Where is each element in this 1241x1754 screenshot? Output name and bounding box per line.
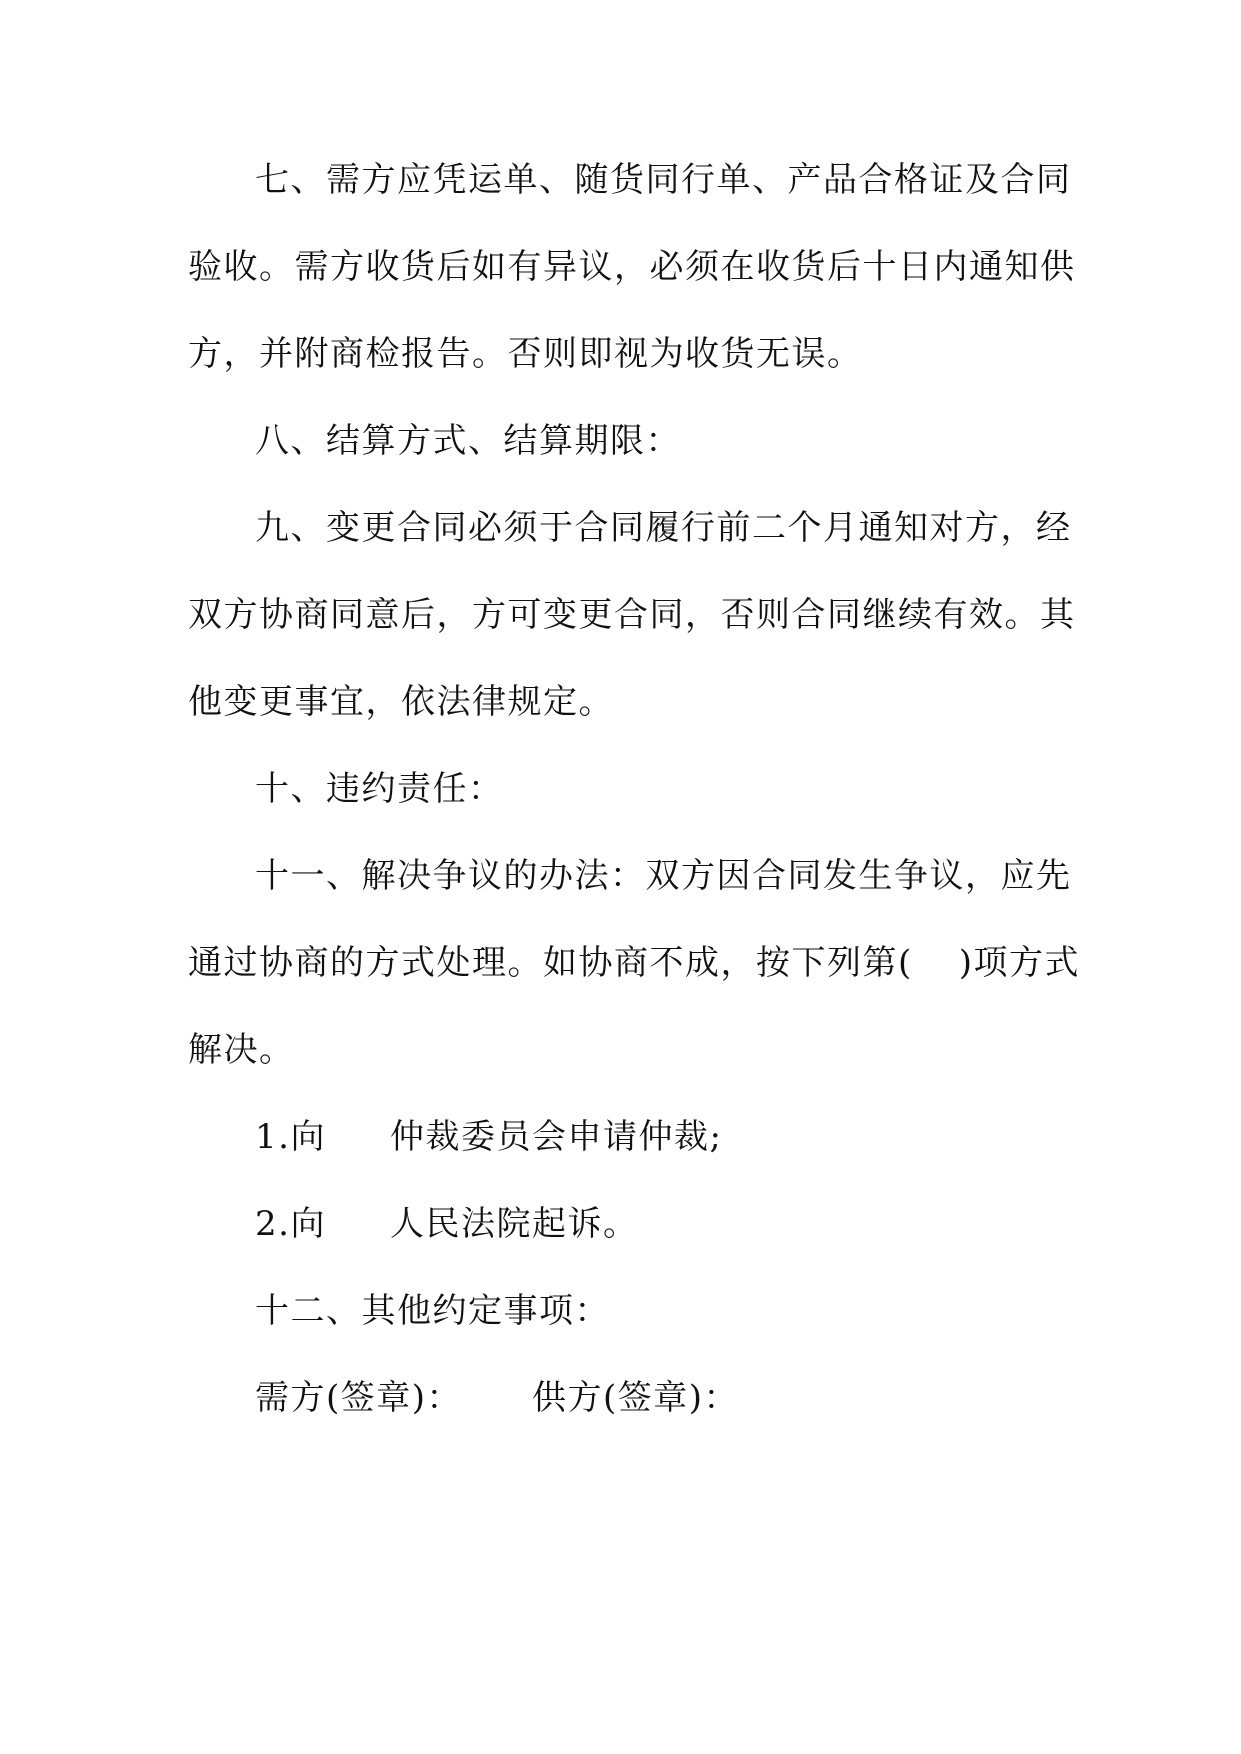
- option-2: [255, 1204, 638, 1244]
- clause-11-line-3: 解决。: [188, 1030, 295, 1070]
- option-2-suffix: 人民法院起诉。: [389, 1204, 639, 1244]
- clause-12-line-1: 十二、其他约定事项：: [255, 1291, 610, 1331]
- clause-11-line-2: [188, 943, 1080, 983]
- option-1: [255, 1117, 722, 1157]
- option-1-prefix: 1.向: [255, 1117, 326, 1157]
- clause-11-line-1: 十一、解决争议的办法：双方因合同发生争议，应先: [255, 856, 1072, 896]
- clause-11-line-2-before: 通过协商的方式处理。如协商不成，按下列第(: [188, 943, 913, 983]
- clause-7-line-1: 七、需方应凭运单、随货同行单、产品合格证及合同: [255, 160, 1072, 200]
- seller-signature-label: 供方(签章)：: [532, 1378, 740, 1418]
- clause-10-line-1: 十、违约责任：: [255, 769, 504, 809]
- clause-9-line-3: 他变更事宜，依法律规定。: [188, 682, 614, 722]
- signature-line: [255, 1378, 739, 1418]
- clause-7-line-2: 验收。需方收货后如有异议，必须在收货后十日内通知供: [188, 247, 1076, 287]
- clause-7-line-3: 方，并附商检报告。否则即视为收货无误。: [188, 334, 863, 374]
- buyer-signature-label: 需方(签章)：: [255, 1378, 463, 1418]
- option-2-prefix: 2.向: [255, 1204, 326, 1244]
- clause-9-line-2: 双方协商同意后，方可变更合同，否则合同继续有效。其: [188, 595, 1076, 635]
- option-1-suffix: 仲裁委员会申请仲裁;: [389, 1117, 723, 1157]
- clause-8-line-1: 八、结算方式、结算期限：: [255, 421, 681, 461]
- clause-11-line-2-after: )项方式: [958, 943, 1081, 983]
- clause-9-line-1: 九、变更合同必须于合同履行前二个月通知对方，经: [255, 508, 1072, 548]
